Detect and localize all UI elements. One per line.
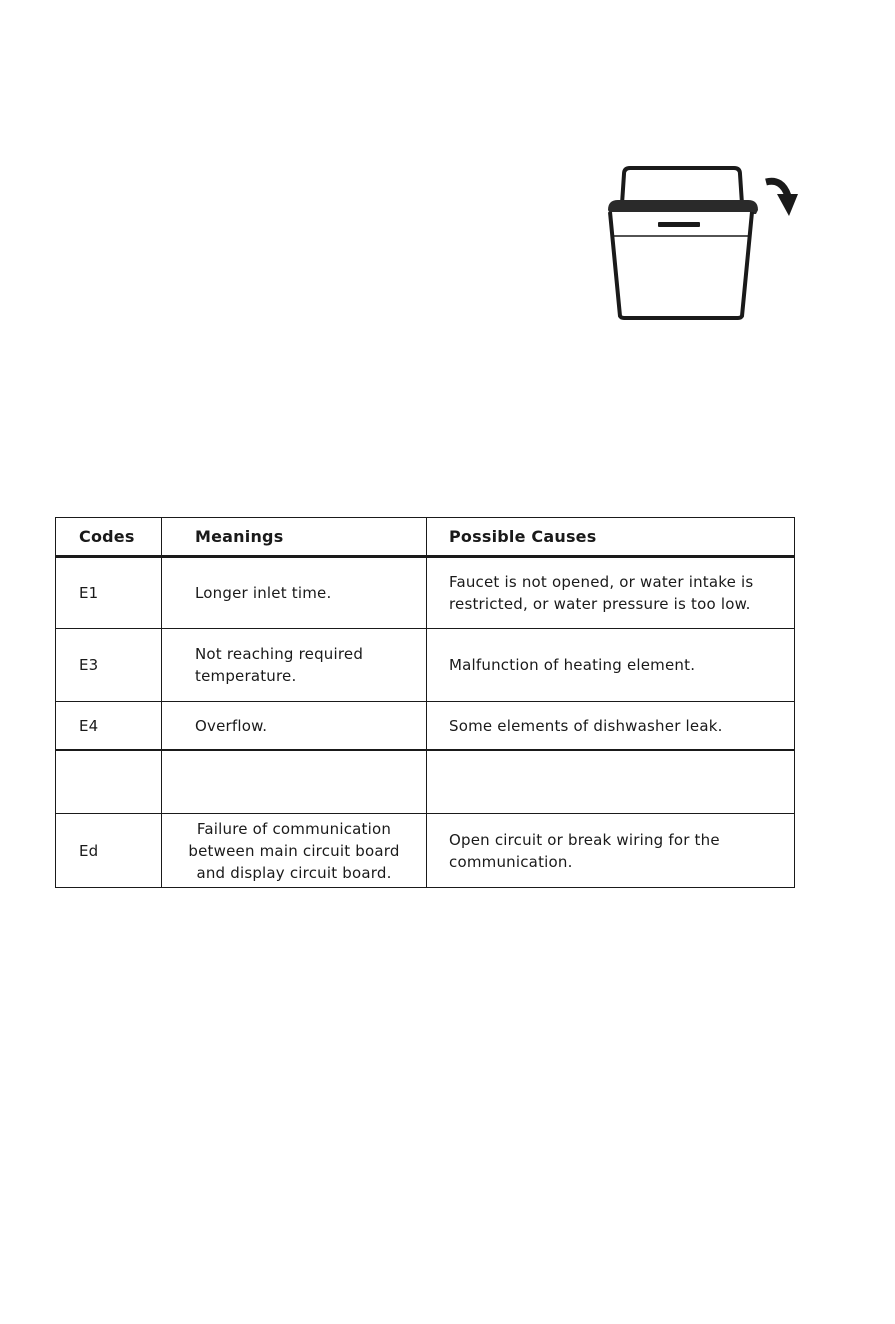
error-meaning	[162, 750, 427, 814]
table-row	[56, 557, 795, 629]
curved-arrow-down-icon	[766, 181, 798, 216]
header-codes: Codes	[56, 518, 162, 557]
error-cause: Malfunction of heating element.	[427, 629, 795, 702]
error-cause: Faucet is not opened, or water intake is restricted, or water pressure is too low.	[427, 557, 795, 629]
dishwasher-body	[610, 212, 752, 318]
error-cause	[427, 750, 795, 814]
header-possible-causes: Possible Causes	[427, 518, 795, 557]
dishwasher-control-strip	[608, 200, 758, 214]
error-code: E1	[56, 557, 162, 629]
error-meaning: Failure of communication between main circuit board and display circuit board.	[162, 814, 427, 888]
dishwasher-door-panel	[622, 168, 742, 204]
table-row	[56, 702, 795, 751]
error-meaning: Overflow.	[162, 702, 427, 751]
error-code	[56, 750, 162, 814]
error-code: E3	[56, 629, 162, 702]
error-cause: Open circuit or break wiring for the communication.	[427, 814, 795, 888]
dishwasher-handle	[658, 222, 700, 227]
error-meaning: Not reaching required temperature.	[162, 629, 427, 702]
dishwasher-door-open-icon	[600, 160, 815, 330]
table-header-row	[56, 518, 795, 557]
error-code-table	[55, 517, 795, 888]
error-code: E4	[56, 702, 162, 751]
table-row	[56, 750, 795, 814]
error-cause: Some elements of dishwasher leak.	[427, 702, 795, 751]
table-row	[56, 629, 795, 702]
error-meaning: Longer inlet time.	[162, 557, 427, 629]
error-code: Ed	[56, 814, 162, 888]
table-row	[56, 814, 795, 888]
header-meanings: Meanings	[162, 518, 427, 557]
